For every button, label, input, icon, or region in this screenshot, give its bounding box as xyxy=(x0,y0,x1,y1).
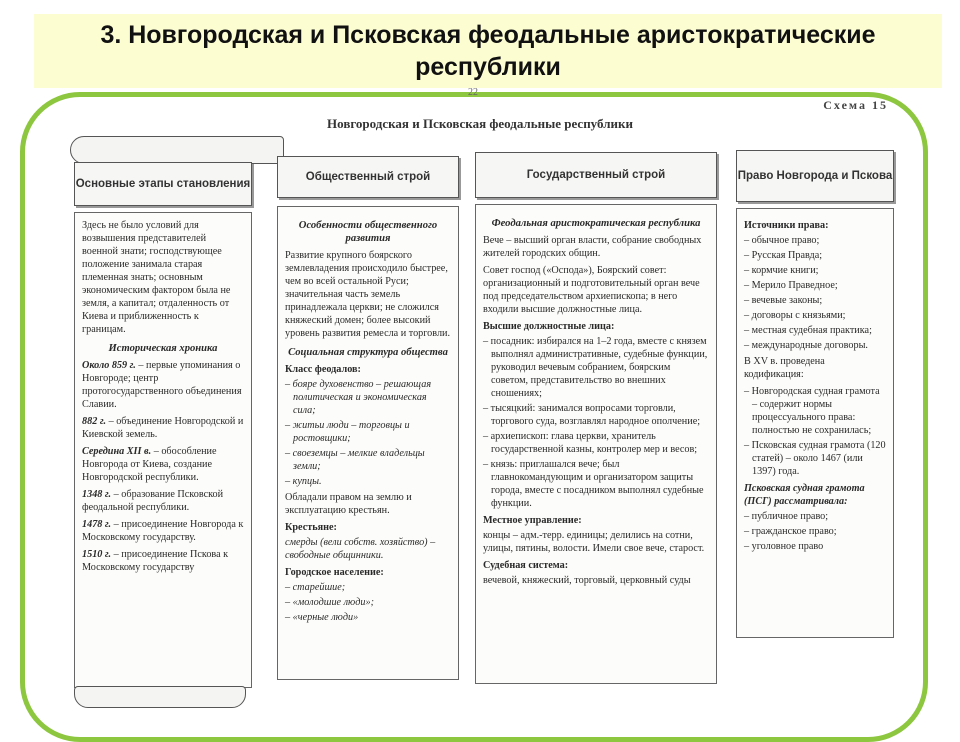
list-item: – посадник: избирался на 1–2 года, вместе с князем выполнял административные, судебные функции, руководил вечевым собранием, боярским советом, представительство во внешних сношениях; xyxy=(483,335,709,400)
column-body xyxy=(475,204,717,684)
subheading: Местное управление: xyxy=(483,515,582,526)
list-item: – своеземцы – мелкие владельцы земли; xyxy=(285,447,451,473)
event-item: Середина XII в. – обособление Новгорода от Киева, создание Новгородской республики. xyxy=(82,446,217,483)
list-item: – Мерило Праведное; xyxy=(744,279,886,292)
column-state xyxy=(475,152,717,684)
column-header: Государственный строй xyxy=(475,152,717,198)
list-item: – вечевые законы; xyxy=(744,294,886,307)
section-title: Историческая хроника xyxy=(108,343,218,354)
text-block: вечевой, княжеский, торговый, церковный суды xyxy=(483,575,691,586)
section-title: Феодальная аристократическая республика xyxy=(491,218,701,229)
text-block: Совет господ («Оспода»), Боярский совет: организационный и подготовительный орган вече под председательством архиепископа; в него входили высшие должностные лица. xyxy=(483,265,700,315)
list-item: – житьи люди – торговцы и ростовщики; xyxy=(285,419,451,445)
text-block: Вече – высший орган власти, собрание свободных жителей городских общин. xyxy=(483,235,702,259)
column-body xyxy=(277,206,459,680)
intro-text: Здесь не было условий для возвышения представителей военной знати; господствующее положение занимала старая племенная знать; основным экономическим фактором была не земля, а капитал; отдаленность от Киева и приближенность к границам. xyxy=(82,220,231,335)
list-item: – гражданское право; xyxy=(744,525,886,538)
subheading: Источники права: xyxy=(744,220,829,231)
section-title: Особенности общественного развития xyxy=(298,220,438,244)
list-item: – Псковская судная грамота (120 статей) – около 1467 (или 1397) года. xyxy=(744,439,886,478)
list-item: – Новгородская судная грамота – содержит нормы процессуального права: полностью не сохранилась; xyxy=(744,385,886,437)
list-item: – «черные люди» xyxy=(285,611,451,624)
event-item: 1478 г. – присоединение Новгорода к Московскому государству. xyxy=(82,519,244,543)
schema-label: Схема 15 xyxy=(823,98,888,112)
list-item: – кормчие книги; xyxy=(744,264,886,277)
scheme-title: Новгородская и Псковская феодальные республики xyxy=(327,116,633,131)
list-item: – международные договоры. xyxy=(744,339,886,352)
list-item: – Русская Правда; xyxy=(744,249,886,262)
event-item: 882 г. – объединение Новгородской и Киевской земель. xyxy=(82,416,244,440)
column-header: Основные этапы становления xyxy=(74,162,252,206)
subheading: Судебная система: xyxy=(483,560,569,571)
codes-list xyxy=(744,385,886,478)
column-header: Общественный строй xyxy=(277,156,459,198)
text-block: В XV в. проведена кодификация: xyxy=(744,356,825,380)
list-item: – тысяцкий: занимался вопросами торговли, торгового суда, возглавлял народное ополчение; xyxy=(483,402,709,428)
slide-title: 3. Новгородская и Псковская феодальные аристократические республики xyxy=(100,21,876,81)
slide-title-box xyxy=(34,14,942,88)
list-item: – князь: приглашался вече; был главнокомандующим и организатором защиты города, вместе с посадником выполнял судебные функции. xyxy=(483,458,709,510)
subheading: Псковская судная грамота (ПСГ) рассматривала: xyxy=(744,483,865,507)
subheading: Крестьяне: xyxy=(285,522,337,533)
column-body xyxy=(74,212,252,688)
subheading: Класс феодалов: xyxy=(285,364,361,375)
list-item: – уголовное право xyxy=(744,540,886,553)
list-item: – старейшие; xyxy=(285,581,451,594)
feudal-list xyxy=(285,378,451,488)
list-item: – публичное право; xyxy=(744,510,886,523)
column-law xyxy=(736,150,894,638)
list-item: – договоры с князьями; xyxy=(744,309,886,322)
event-item: 1348 г. – образование Псковской феодальной республики. xyxy=(82,489,224,513)
list-item: – местная судебная практика; xyxy=(744,324,886,337)
officials-list xyxy=(483,335,709,510)
subheading: Городское население: xyxy=(285,567,384,578)
list-item: – купцы. xyxy=(285,475,451,488)
section-title: Социальная структура общества xyxy=(288,347,448,358)
event-item: 1510 г. – присоединение Пскова к Московскому государству xyxy=(82,549,229,573)
scroll-bottom-decoration xyxy=(74,686,246,708)
column-header: Право Новгорода и Пскова xyxy=(736,150,894,202)
list-item: – обычное право; xyxy=(744,234,886,247)
text-block: Развитие крупного боярского землевладения происходило быстрее, чем во всей остальной Руси; значительная часть земель принадлежала церкви; не сложился княжеский домен; более высокий уровень развития ремесла и торговли. xyxy=(285,250,451,339)
list-item: – бояре духовенство – решающая политическая и экономическая сила; xyxy=(285,378,451,417)
column-stages xyxy=(74,162,252,688)
list-item: – архиепископ: глава церкви, хранитель государственной казны, контролер мер и весов; xyxy=(483,430,709,456)
column-body xyxy=(736,208,894,638)
page-number: 22 xyxy=(468,87,478,98)
scroll-top-decoration xyxy=(70,136,284,164)
text-block: Обладали правом на землю и эксплуатацию крестьян. xyxy=(285,492,412,516)
text-block: концы – адм.-терр. единицы; делились на сотни, улицы, пятины, волости. Имели свое вече, старост. xyxy=(483,530,705,554)
sources-list xyxy=(744,234,886,352)
city-list xyxy=(285,581,451,624)
list-item: – «молодшие люди»; xyxy=(285,596,451,609)
subheading: Высшие должностные лица: xyxy=(483,321,615,332)
text-block: смерды (вели собств. хозяйство) – свободные общинники. xyxy=(285,537,436,561)
psg-list xyxy=(744,510,886,553)
event-item: Около 859 г. – первые упоминания о Новгороде; центр протогосударственного объединения Славии. xyxy=(82,360,242,410)
column-social xyxy=(277,156,459,680)
